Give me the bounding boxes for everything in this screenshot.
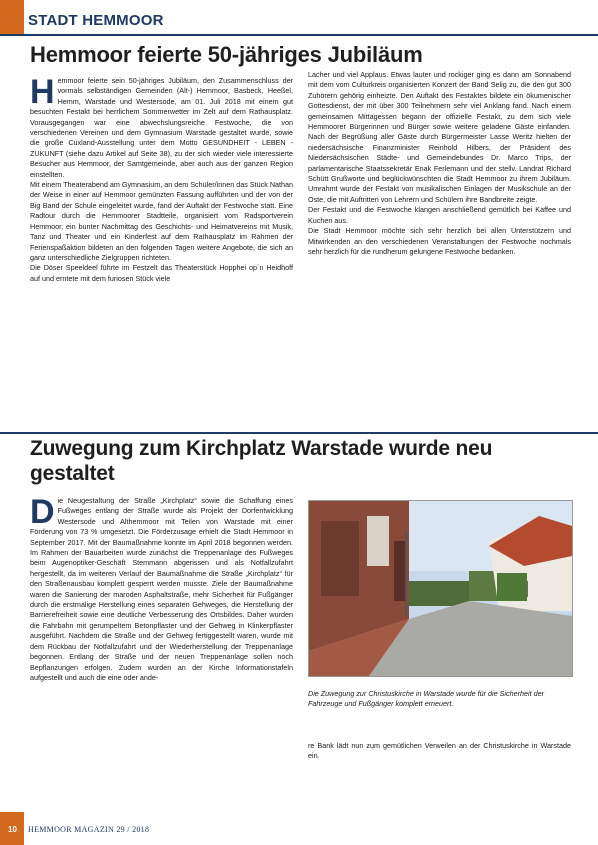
article-1-paragraph: Mit einem Theaterabend am Gymnasium, an dem Schüler/innen das Stück Nathan der Weise in einer auf Hemmoor gemünzten Fassung aufführten und der von der Big Band der Schule eingeleitet wurde, fand der Auftakt der Festwoche statt. Eine Radtour durch die Hemmoorer Stadtteile, organisiert vom Radsportverein Hemmoor, ein bunter Nachmittag des Geschichts- und Heimatvereins mit Musik, Tanz und Theater und ein Kinderfest auf dem Rathausplatz im Rahmen der Ferienspaßaktion bildeten an den folgenden Tagen weitere Angebote, die sich an ganz unterschiedliche Zielgruppen richteten.	[30, 180, 293, 262]
article-2-paragraph: ie Neugestaltung der Straße „Kirchplatz“ sowie die Schaffung eines Fußweges entlang der Straße wurde als Projekt der Dorfentwicklung Westersode und Althemmoor mit Teilen von Warstade mit einer Förderung von 73 % umgesetzt. Die Förderzusage erhielt die Stadt Hemmoor in September 2017. Mit der Baumaßnahme konnte im April 2018 begonnen werden. Im Rahmen der Bauarbeiten wurde zunächst die Treppenanlage des Fußweges beim Augenoptiker-Geschäft Stemmann abgerissen und als Notfallzufahrt hergestellt, da im weiteren Verlauf der Baumaßnahme die Straße „Kirchplatz“ für den Straßenausbau komplett gesperrt werden musste. Ziele der Baumaßnahme waren die Sanierung der maroden Asphaltstraße, mehr Sicherheit für Fußgänger durch die erstmalige Herstellung eines separaten Gehweges, die Herstellung der Barrierefreiheit sowie eine deutliche Verbesserung des Ortsbildes. Daher wurden die Fahrbahn mit gerumpeltem Betonpflaster und der Gehweg in Klinkerpflaster ausgeführt. Nachdem die Straße und der Gehweg fertiggestellt waren, wurde mit dem Rückbau der Notfallzufahrt und der Wiederherstellung der Treppenanlage begonnen. Entlang der Straße und der neuen Treppenanlage sollen noch Bepflanzungen erfolgen. Zudem wurden an der Kirche Informationstafeln aufgestellt und auch die eine oder ande-	[30, 496, 293, 682]
magazine-name: HEMMOOR MAGAZIN 29 / 2018	[28, 825, 150, 834]
article-2-paragraph: re Bank lädt nun zum gemütlichen Verweilen an der Christuskirche in Warstade ein.	[308, 741, 571, 761]
article-1-paragraph: Die Döser Speeldeel führte im Festzelt das Theaterstück Hopphei op´n Heidhoff auf und erntete mit dem furiosen Stück viele	[30, 263, 293, 283]
article-1-left-column	[30, 73, 293, 376]
article-1-paragraph: emmoor feierte sein 50-jähriges Jubiläum, den Zusammenschluss der vormals selbständigen Gemeinden (Alt-) Hemmoor, Basbeck, Heeßel, Hemm, Warstade und Westersode, am 01. Juli 2018 mit einem gut besuchten Festakt bei herrlichem Sommerwetter im Zelt auf dem Rathausplatz. Vorausgegangen war eine abwechslungsreiche Festwoche, die von verschiedenen Vereinen und dem Gymnasium Warstade gestaltet wurde, sowie die große Cuxland-Ausstellung unter dem Motto GESUNDHEIT - LEBEN - ZUKUNFT (siehe dazu Artikel auf Seite 38), zu der sich wieder viele interessierte Besucher aus Hemmoor, der Samtgemeinde, aber auch aus der ganzen Region einstellten.	[30, 76, 293, 179]
section-label: STADT HEMMOOR	[28, 12, 164, 29]
street-photo	[308, 500, 573, 677]
article-2-right-column	[308, 741, 571, 762]
article-2-dropcap: D	[30, 493, 55, 531]
article-1-paragraph: Der Festakt und die Festwoche klangen anschließend gemütlich bei Kaffee und Kuchen aus.	[308, 205, 571, 225]
article-1-right-column	[308, 70, 571, 370]
article-2-left-column	[30, 493, 293, 806]
article-1-dropcap: H	[30, 73, 55, 111]
article-2-title: Zuwegung zum Kirchplatz Warstade wurde neu gestaltet	[30, 437, 493, 485]
article-1-paragraph: Die Stadt Hemmoor möchte sich sehr herzlich bei allen Unterstützern und Mitwirkenden an den verschiedenen Veranstaltungen der Festwoche nochmals sehr herzlich für die rundherum gelungene Festwoche bedanken.	[308, 226, 571, 256]
article-1-title: Hemmoor feierte 50-jähriges Jubiläum	[30, 42, 423, 67]
article-1-paragraph: Lacher und viel Applaus. Etwas lauter und rockiger ging es dann am Sonnabend mit dem vom Culturkreis organisierten Konzert der Band Selig zu, die den gut 300 Zuhörern gehörig einheizte. Den Auftakt des Festaktes bildete ein ökumenischer Gottesdienst, der mit über 300 Teilnehmern sehr viel Anklang fand. Nach einem gemeinsamen Mittagessen begann der offizielle Festakt, zu dem sich viele Hemmoorer Bürgerinnen und Bürger sowie weitere geladene Gäste einfanden. Nach der Begrüßung aller Gäste durch Bürgermeister Lasse Weritz hielten der niedersächsische Finanzminister Reinhold Hilbers, der Präsident des Niedersächsischen Städte- und Gemeindebundes Dr. Marco Trips, der parlamentarische Staatssekretär Enak Ferlemann und der stellv. Landrat Richard Schütt Grußworte und beglückwünschten die Stadt Hemmoor zu ihrem Jubiläum. Umrahmt wurde der Festakt von musikalischen Einlagen der Musikschule an der Oste, die mit Auftritten von Lehrern und Schülern ihre Bandbreite zeigte.	[308, 70, 571, 204]
header-accent-bar	[0, 0, 24, 35]
header-rule	[0, 34, 598, 36]
article-2-rule	[0, 432, 598, 434]
photo-caption: Die Zuwegung zur Christuskirche in Warstade wurde für die Sicherheit der Fahrzeuge und Fußgänger komplett erneuert.	[308, 689, 544, 708]
page-number: 10	[8, 825, 17, 834]
